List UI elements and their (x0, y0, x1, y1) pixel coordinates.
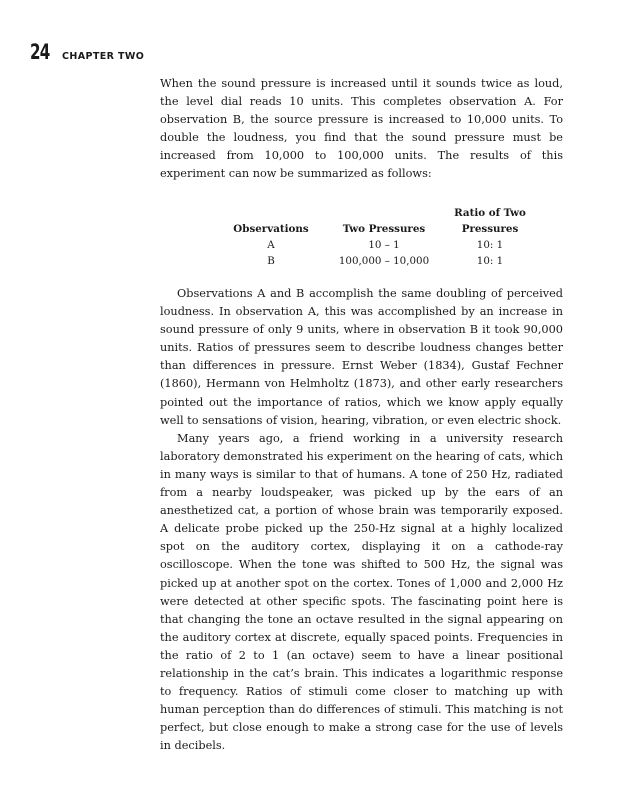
observations-header: Observations (233, 223, 309, 235)
observations-table (223, 205, 531, 269)
pressures-cell: 100,000 – 10,000 (338, 255, 430, 267)
chapter-title: CHAPTER TWO (62, 51, 145, 62)
ratio-cell: 10: 1 (476, 255, 504, 267)
two-pressures-header: Two Pressures (342, 223, 426, 235)
ratio-header-line2: Pressures (461, 223, 519, 235)
intro-section (160, 75, 563, 184)
observation-cell: A (267, 239, 275, 251)
page-number: 24 (30, 40, 50, 64)
table-header-row-2 (223, 221, 531, 237)
table-row (223, 253, 531, 269)
observation-cell: B (267, 255, 275, 267)
paragraph-observations: Observations A and B accomplish the same doubling of perceived loudness. In observation A, this was accomplished by an increase in sound pressure of only 9 units, where in observation B it took 90,000 units. Ratios of pressures seem to describe loudness changes better than differences in pressure. Ernst Weber (1834), Gustaf Fechner (1860), Hermann von Helmholtz (1873), and other early researchers pointed out the importance of ratios, which we know apply equally well to sensations of vision, hearing, vibration, or even electric shock. (160, 287, 563, 427)
table-header-row-1 (223, 205, 531, 221)
ratio-header-line1: Ratio of Two (454, 207, 526, 219)
ratio-cell: 10: 1 (476, 239, 504, 251)
intro-paragraph: When the sound pressure is increased until it sounds twice as loud, the level dial reads 10 units. This completes observation A. For observation B, the source pressure is increased to 10,000 units. To double the loudness, you find that the sound pressure must be increased from 10,000 to 100,000 units. The results of this experiment can now be summarized as follows: (160, 77, 563, 181)
body-section (160, 285, 563, 755)
table-row (223, 237, 531, 253)
running-header (30, 40, 144, 64)
paragraph-cat-experiment: Many years ago, a friend working in a university research laboratory demonstrated his experiment on the hearing of cats, which in many ways is similar to that of humans. A tone of 250 Hz, radiated from a nearby loudspeaker, was picked up by the ears of an anesthetized cat, a portion of whose brain was temporarily exposed. A delicate probe picked up the 250-Hz signal at a highly localized spot on the auditory cortex, displaying it on a cathode-ray oscilloscope. When the tone was shifted to 500 Hz, the signal was picked up at another spot on the cortex. Tones of 1,000 and 2,000 Hz were detected at other specific spots. The fascinating point here is that changing the tone an octave resulted in the signal appearing on the auditory cortex at discrete, equally spaced points. Frequencies in the ratio of 2 to 1 (an octave) seem to have a linear positional relationship in the cat’s brain. This indicates a logarithmic response to frequency. Ratios of stimuli come closer to matching up with human perception than do differences of stimuli. This matching is not perfect, but close enough to make a strong case for the use of levels in decibels. (160, 431, 563, 753)
pressures-cell: 10 – 1 (368, 239, 400, 251)
